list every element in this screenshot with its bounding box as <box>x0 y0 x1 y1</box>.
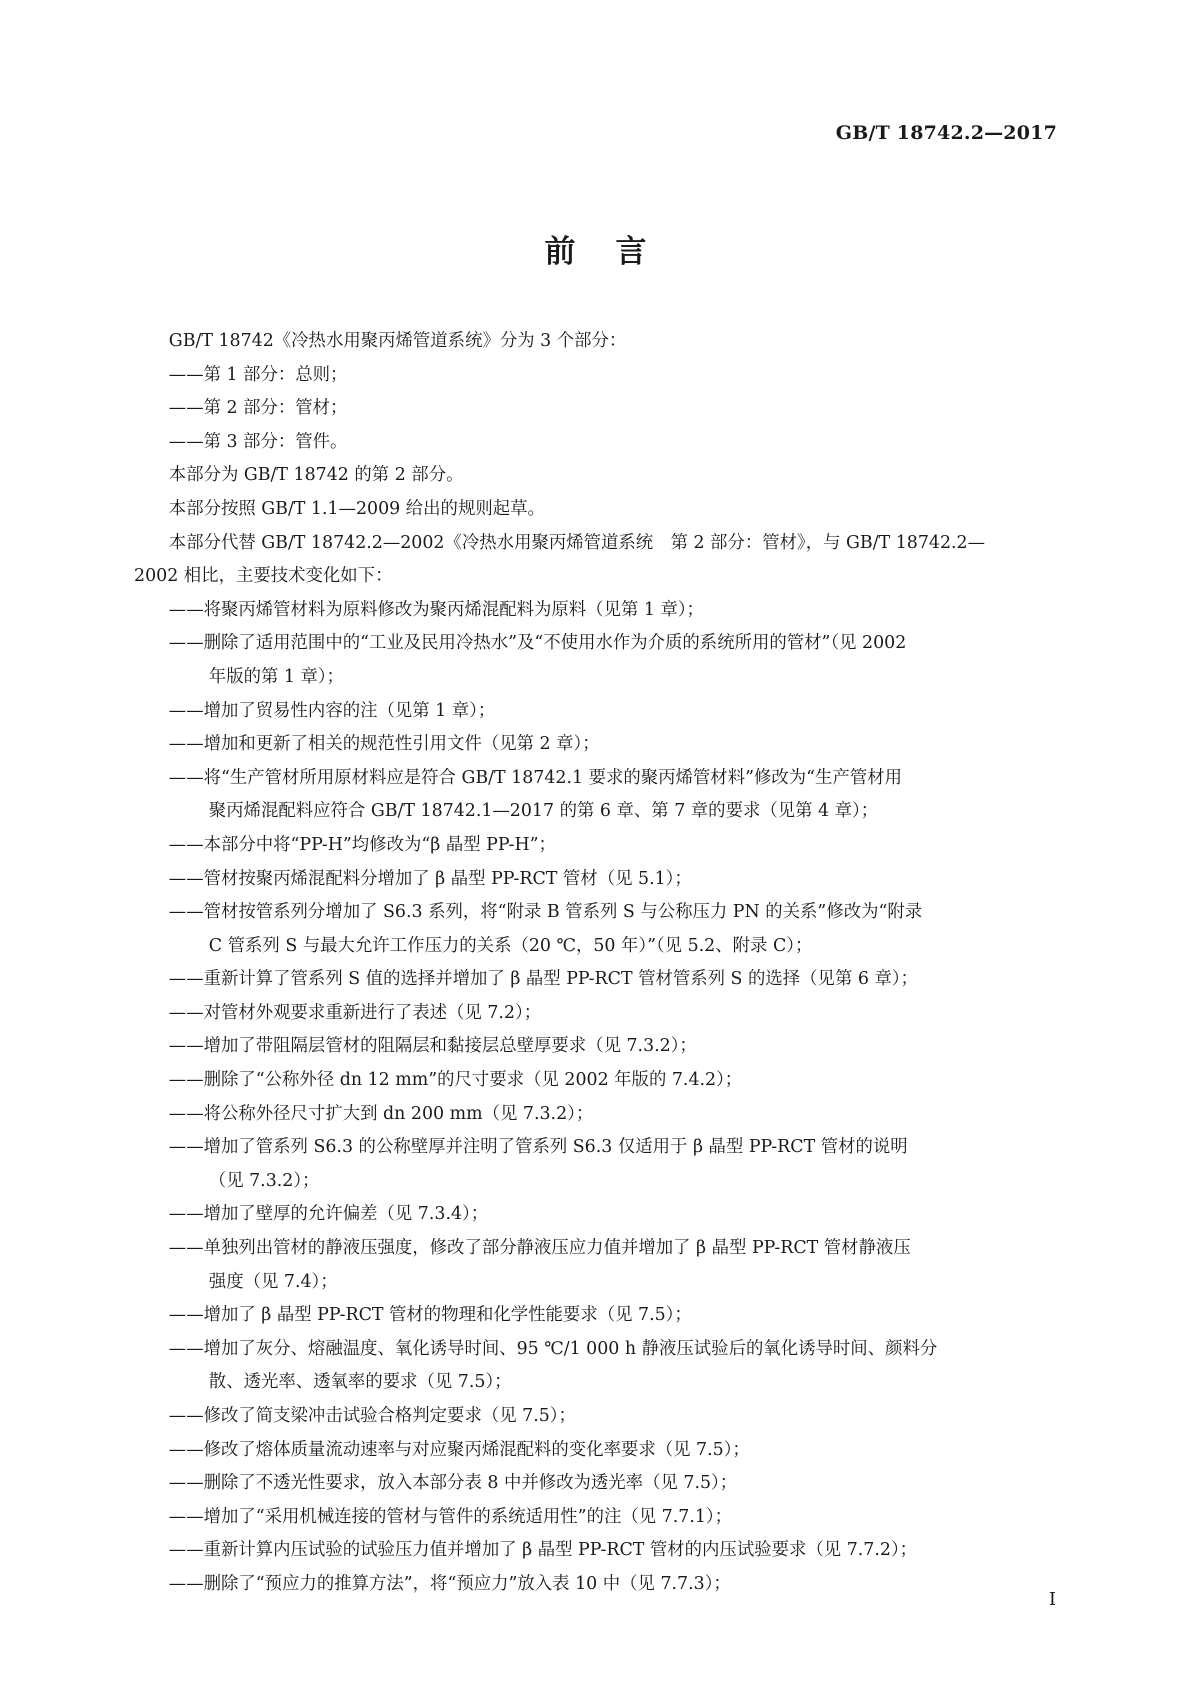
change-item <box>134 594 1057 628</box>
change-item-line: ——将“生产管材所用原材料应是符合 GB/T 18742.1 要求的聚丙烯管材料”修改为“生产管材用 <box>168 767 902 788</box>
change-item-line: ——修改了熔体质量流动速率与对应聚丙烯混配料的变化率要求（见 7.5）； <box>168 1439 750 1460</box>
change-item-continuation: 散、透光率、透氧率的要求（见 7.5）； <box>208 1372 512 1393</box>
page-number: I <box>1048 1589 1056 1610</box>
intro-part-3: ——第 3 部分：管件。 <box>168 431 348 452</box>
page-title: 前言 <box>544 234 687 270</box>
change-item-line: ——删除了“公称外径 dn 12 mm”的尺寸要求（见 2002 年版的 7.4.2）； <box>168 1070 743 1091</box>
change-item-line: ——重新计算内压试验的试验压力值并增加了 β 晶型 PP-RCT 管材的内压试验要求（见 7.7.2）； <box>168 1540 918 1561</box>
change-item-line: ——管材按聚丙烯混配料分增加了 β 晶型 PP-RCT 管材（见 5.1）； <box>168 868 692 889</box>
change-item <box>134 829 1057 863</box>
change-item <box>134 1030 1057 1064</box>
changes-list <box>134 594 1057 1602</box>
change-item <box>134 695 1057 729</box>
change-item-line: ——删除了不透光性要求，放入本部分表 8 中并修改为透光率（见 7.5）； <box>168 1473 738 1494</box>
change-item <box>134 762 1057 829</box>
change-item-line: ——增加和更新了相关的规范性引用文件（见第 2 章）； <box>168 734 600 755</box>
change-item <box>134 1299 1057 1333</box>
change-item-continuation: 年版的第 1 章）； <box>208 666 344 687</box>
change-item <box>134 1501 1057 1535</box>
change-item <box>134 863 1057 897</box>
intro-paragraph: 本部分为 GB/T 18742 的第 2 部分。 <box>168 465 464 486</box>
change-item-line: ——删除了“预应力的推算方法”，将“预应力”放入表 10 中（见 7.7.3）； <box>168 1573 731 1594</box>
change-item <box>134 896 1057 963</box>
change-item-line: ——增加了带阻隔层管材的阻隔层和黏接层总壁厚要求（见 7.3.2）； <box>168 1036 697 1057</box>
change-item-line: ——增加了灰分、熔融温度、氧化诱导时间、95 ℃/1 000 h 静液压试验后的氧化诱导时间、颜料分 <box>168 1338 938 1359</box>
foreword-body <box>134 325 1057 1602</box>
change-item-line: ——本部分中将“PP-H”均修改为“β 晶型 PP-H”； <box>168 834 556 855</box>
change-item-line: ——管材按管系列分增加了 S6.3 系列，将“附录 B 管系列 S 与公称压力 PN 的关系”修改为“附录 <box>168 902 923 923</box>
change-item <box>134 997 1057 1031</box>
replace-line-2: 2002 相比，主要技术变化如下： <box>134 566 393 587</box>
intro-part-2: ——第 2 部分：管材； <box>168 398 348 419</box>
intro-paragraph: GB/T 18742《冷热水用聚丙烯管道系统》分为 3 个部分： <box>168 331 627 351</box>
change-item-line: ——修改了简支梁冲击试验合格判定要求（见 7.5）； <box>168 1406 576 1426</box>
change-item <box>134 728 1057 762</box>
change-item <box>134 1098 1057 1132</box>
change-item-line: ——对管材外观要求重新进行了表述（见 7.2）； <box>168 1002 542 1023</box>
change-item-line: ——增加了管系列 S6.3 的公称壁厚并注明了管系列 S6.3 仅适用于 β 晶型 PP-RCT 管材的说明 <box>168 1137 908 1158</box>
change-item <box>134 1467 1057 1501</box>
intro-paragraph: 本部分按照 GB/T 1.1—2009 给出的规则起草。 <box>168 498 545 519</box>
change-item <box>134 963 1057 997</box>
change-item-line: ——增加了 β 晶型 PP-RCT 管材的物理和化学性能要求（见 7.5）； <box>168 1305 692 1326</box>
change-item <box>134 1131 1057 1198</box>
change-item-line: ——将公称外径尺寸扩大到 dn 200 mm（见 7.3.2）； <box>168 1103 594 1124</box>
change-item <box>134 1333 1057 1400</box>
change-item-continuation: 强度（见 7.4）； <box>208 1271 338 1292</box>
change-item-continuation: （见 7.3.2）； <box>208 1170 320 1191</box>
change-item-line: ——增加了贸易性内容的注（见第 1 章）； <box>168 700 496 721</box>
change-item <box>134 1434 1057 1468</box>
change-item-line: ——单独列出管材的静液压强度，修改了部分静液压应力值并增加了 β 晶型 PP-RCT 管材静液压 <box>168 1238 911 1259</box>
change-item <box>134 1198 1057 1232</box>
change-item <box>134 1064 1057 1098</box>
change-item <box>134 1534 1057 1568</box>
change-item <box>134 1400 1057 1434</box>
change-item-line: ——删除了适用范围中的“工业及民用冷热水”及“不使用水作为介质的系统所用的管材”（见 2002 <box>168 633 907 654</box>
change-item-line: ——增加了“采用机械连接的管材与管件的系统适用性”的注（见 7.7.1）； <box>168 1506 732 1527</box>
standard-number: GB/T 18742.2—2017 <box>835 122 1057 144</box>
change-item <box>134 1568 1057 1602</box>
change-item-continuation: C 管系列 S 与最大允许工作压力的关系（20 ℃，50 年）”（见 5.2、附录 C）； <box>208 935 813 956</box>
change-item-line: ——增加了壁厚的允许偏差（见 7.3.4）； <box>168 1204 489 1225</box>
change-item-continuation: 聚丙烯混配料应符合 GB/T 18742.1—2017 的第 6 章、第 7 章的要求（见第 4 章）； <box>208 801 879 822</box>
intro-part-1: ——第 1 部分：总则； <box>168 364 348 385</box>
change-item-line: ——将聚丙烯管材料为原料修改为聚丙烯混配料为原料（见第 1 章）； <box>168 599 704 620</box>
change-item <box>134 1232 1057 1299</box>
replace-paragraph <box>134 527 1057 594</box>
change-item <box>134 627 1057 694</box>
change-item-line: ——重新计算了管系列 S 值的选择并增加了 β 晶型 PP-RCT 管材管系列 S 的选择（见第 6 章）； <box>168 969 918 990</box>
replace-line-1: 本部分代替 GB/T 18742.2—2002《冷热水用聚丙烯管道系统 第 2 部分：管材》，与 GB/T 18742.2— <box>168 532 986 553</box>
